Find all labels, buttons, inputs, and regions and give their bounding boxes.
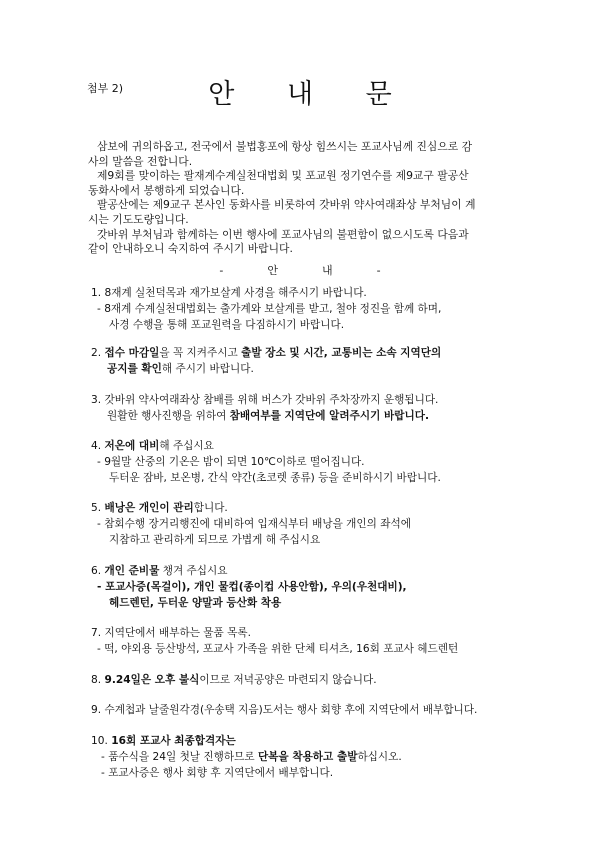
item-line (91, 345, 531, 361)
item-line: 헤드렌턴, 두터운 양말과 등산화 착용 (109, 597, 282, 610)
item-line: - 9월말 산중의 기온은 밤이 되면 10℃이하로 떨어집니다. (97, 456, 365, 469)
bold-text: 저온에 대비 (104, 440, 160, 452)
text-span: 5. (91, 502, 105, 514)
item-line: 지참하고 관리하게 되므로 가볍게 해 주십시요 (109, 534, 321, 547)
item-line (91, 749, 531, 765)
page-title: 안 내 문 (208, 79, 414, 110)
notice-item-9 (91, 702, 531, 718)
intro-line: 팔공산에는 제9교구 본사인 동화사를 비롯하여 갓바위 약사여래좌상 부처님이 계 (97, 198, 476, 212)
item-line: 9. 수계첩과 날줄원각경(우송택 지음)도서는 행사 회향 후에 지역단에서 배부합니다. (91, 704, 478, 716)
item-line (91, 500, 531, 516)
intro-line: 같이 안내하오니 숙지하여 주시기 바랍니다. (88, 242, 293, 256)
item-line (91, 563, 531, 579)
heading-dash: - (219, 264, 224, 277)
item-line: 7. 지역단에서 배부하는 물품 목록. (91, 627, 251, 639)
text-span: 챙겨 주십시요 (159, 565, 228, 577)
text-span: 을 꼭 지켜주시고 (159, 347, 242, 359)
heading-dash: - (376, 264, 381, 277)
text-span: 원활한 행사진행을 위하여 (107, 410, 230, 423)
item-line: - 떡, 야외용 등산방석, 포교사 가족을 위한 단체 티셔츠, 16회 포교사 헤드렌턴 (97, 643, 459, 656)
item-line (91, 733, 531, 749)
intro-line: 사의 말씀을 전합니다. (88, 154, 193, 168)
notice-item-4 (91, 438, 531, 487)
item-line: 3. 갓바위 약사여래좌상 참배를 위해 버스가 갓바위 주차장까지 운행됩니다. (91, 394, 439, 406)
notice-item-7 (91, 625, 531, 657)
intro-line: 제9회를 맞이하는 팔재계수계실천대법회 및 포교원 정기연수를 제9교구 팔공산 (97, 169, 469, 183)
notice-item-8 (91, 672, 531, 688)
intro-line: 삼보에 귀의하옵고, 전국에서 불법홍포에 항상 힘쓰시는 포교사님께 진심으로 감 (97, 140, 473, 153)
bold-text: 단복을 착용하고 출발 (257, 751, 358, 764)
item-line: - 포교사증(목걸이), 개인 물컵(종이컵 사용안함), 우의(우천대비), (97, 581, 407, 594)
item-line: 1. 8재계 실천덕목과 재가보살계 사경을 해주시기 바랍니다. (91, 287, 367, 299)
bold-text: 공지를 확인 (107, 363, 162, 376)
notice-item-10 (91, 733, 531, 782)
text-span: 합니다. (193, 502, 228, 514)
bold-text: 배낭은 개인이 관리 (104, 502, 194, 514)
notice-item-1 (91, 285, 531, 334)
notice-item-6 (91, 563, 531, 612)
bold-text: 출발 장소 및 시간, 교통비는 소속 지역단의 (241, 347, 442, 359)
notice-item-5 (91, 500, 531, 549)
intro-line: 동화사에서 봉행하게 되었습니다. (88, 183, 245, 197)
text-span: 8. (91, 674, 105, 686)
notice-item-3 (91, 392, 531, 424)
text-span: 해 주십시요 (159, 440, 214, 452)
item-line (91, 408, 531, 424)
section-heading (0, 262, 600, 278)
bold-text: 개인 준비물 (104, 565, 160, 577)
text-span: 이므로 저녁공양은 마련되지 않습니다. (199, 674, 377, 686)
bold-text: 9.24일은 오후 불식 (104, 674, 200, 686)
text-span: 6. (91, 565, 105, 577)
text-span: 2. (91, 347, 105, 359)
item-line (91, 361, 531, 377)
item-line: - 포교사증은 행사 회향 후 지역단에서 배부합니다. (101, 767, 334, 780)
text-span: 해 주시기 바랍니다. (161, 363, 254, 376)
item-line: 두터운 잠바, 보온병, 간식 약간(초코렛 종류) 등을 준비하시기 바랍니다. (109, 472, 441, 485)
text-span: - 품수식을 24일 첫날 진행하므로 (101, 751, 258, 764)
item-line (91, 438, 531, 454)
attachment-label: 첨부 2) (87, 82, 124, 95)
bold-text: 접수 마감일 (104, 347, 160, 359)
heading-word: 안 (267, 264, 278, 277)
item-line: 사경 수행을 통해 포교원력을 다짐하시기 바랍니다. (109, 319, 345, 332)
heading-word: 내 (322, 264, 333, 277)
text-span: 4. (91, 440, 105, 452)
bold-text: 참배여부를 지역단에 알려주시기 바랍니다. (229, 410, 429, 423)
text-span: 10. (91, 735, 112, 747)
item-line (91, 672, 531, 688)
intro-line: 갓바위 부처님과 함께하는 이번 행사에 포교사님의 불편함이 없으시도록 다음과 (97, 227, 469, 241)
item-line: - 참회수행 장거리행진에 대비하여 입재식부터 배낭을 개인의 좌석에 (97, 518, 411, 531)
text-span: 하십시오. (357, 751, 402, 764)
item-line: - 8재계 수계실천대법회는 출가계와 보살계를 받고, 철야 정진을 함께 하며, (97, 303, 442, 316)
bold-text: 16회 포교사 최종합격자는 (111, 735, 236, 747)
intro-line: 시는 기도도량입니다. (88, 212, 189, 226)
notice-item-2 (91, 345, 531, 377)
intro-paragraphs (88, 140, 518, 257)
